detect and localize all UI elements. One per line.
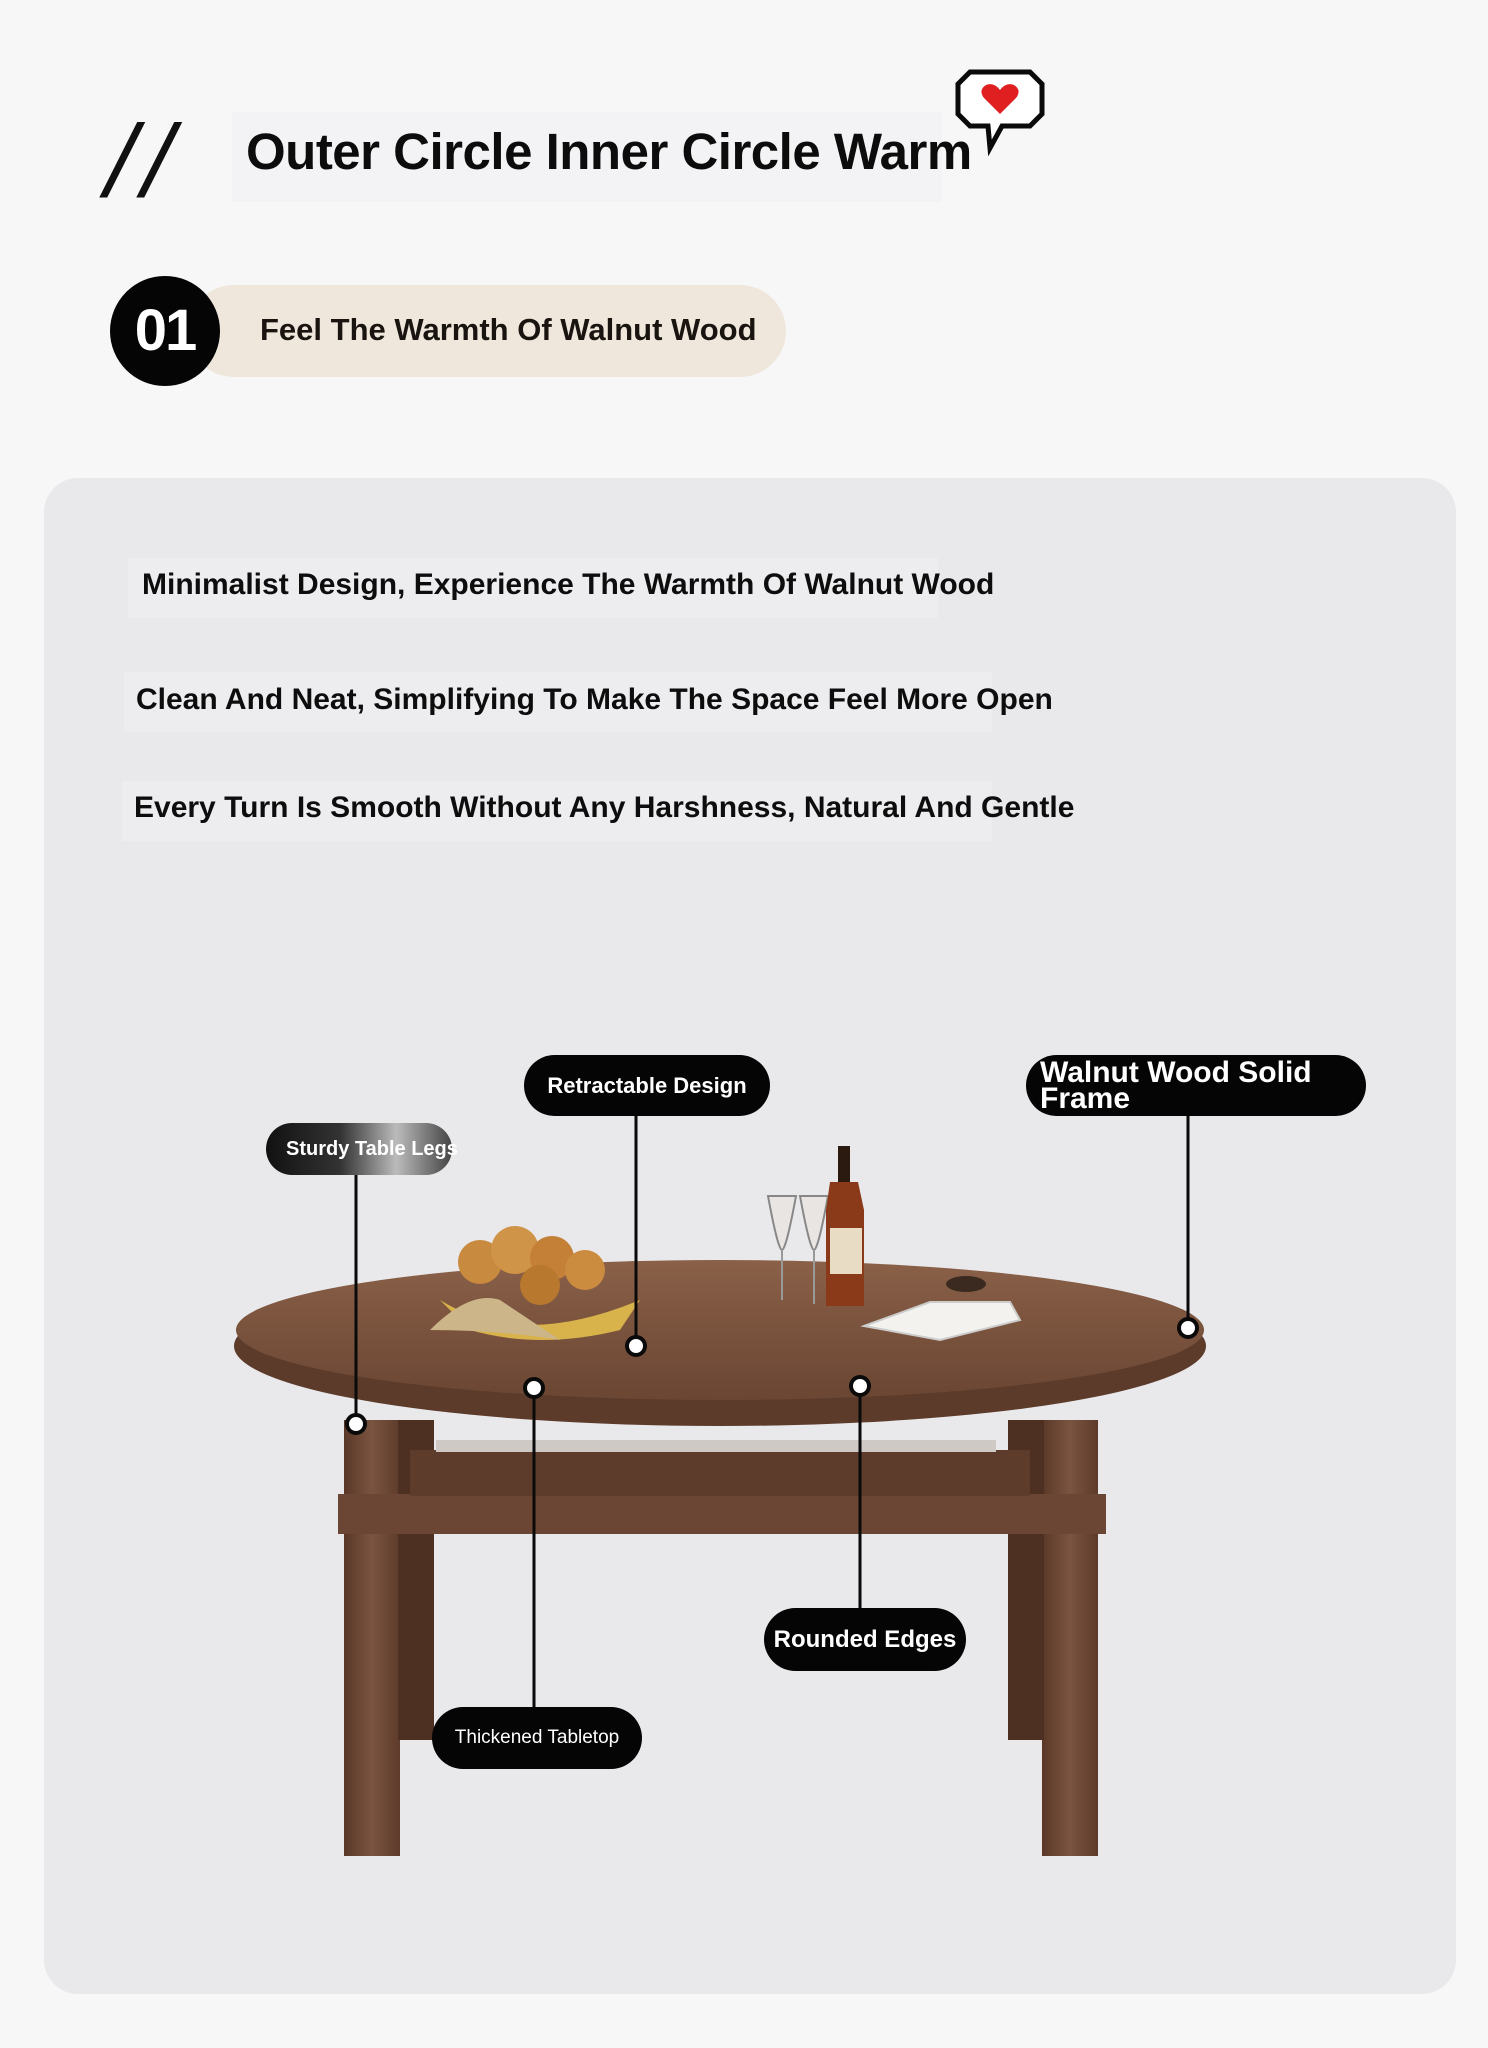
callout-dot xyxy=(627,1337,645,1355)
page-title: Outer Circle Inner Circle Warm xyxy=(246,123,972,180)
callout-dot xyxy=(525,1379,543,1397)
section-number-badge: 01 xyxy=(110,276,220,386)
section-label: Feel The Warmth Of Walnut Wood xyxy=(260,312,757,347)
callout-dot xyxy=(347,1415,365,1433)
callout-rounded-edges: Rounded Edges xyxy=(764,1608,966,1671)
callout-sturdy-legs: Sturdy Table Legs xyxy=(266,1123,452,1175)
table-apron xyxy=(410,1450,1030,1496)
feature-line-1: Minimalist Design, Experience The Warmth Of Walnut Wood xyxy=(142,568,995,601)
callout-thickened-tabletop: Thickened Tabletop xyxy=(432,1707,642,1769)
table-apron xyxy=(338,1494,1106,1534)
callout-retractable-design: Retractable Design xyxy=(524,1055,770,1116)
feature-line-2: Clean And Neat, Simplifying To Make The Space Feel More Open xyxy=(136,683,1053,716)
table-leg xyxy=(344,1420,400,1856)
feature-line-3: Every Turn Is Smooth Without Any Harshness, Natural And Gentle xyxy=(134,791,1075,824)
decorative-slashes: // xyxy=(106,104,180,211)
callout-walnut-frame: Walnut Wood Solid Frame xyxy=(1026,1055,1366,1116)
callout-dot xyxy=(851,1377,869,1395)
callout-dot xyxy=(1179,1319,1197,1337)
tabletop xyxy=(236,1260,1204,1400)
table-gap xyxy=(436,1440,996,1452)
table-leg xyxy=(1042,1420,1098,1856)
